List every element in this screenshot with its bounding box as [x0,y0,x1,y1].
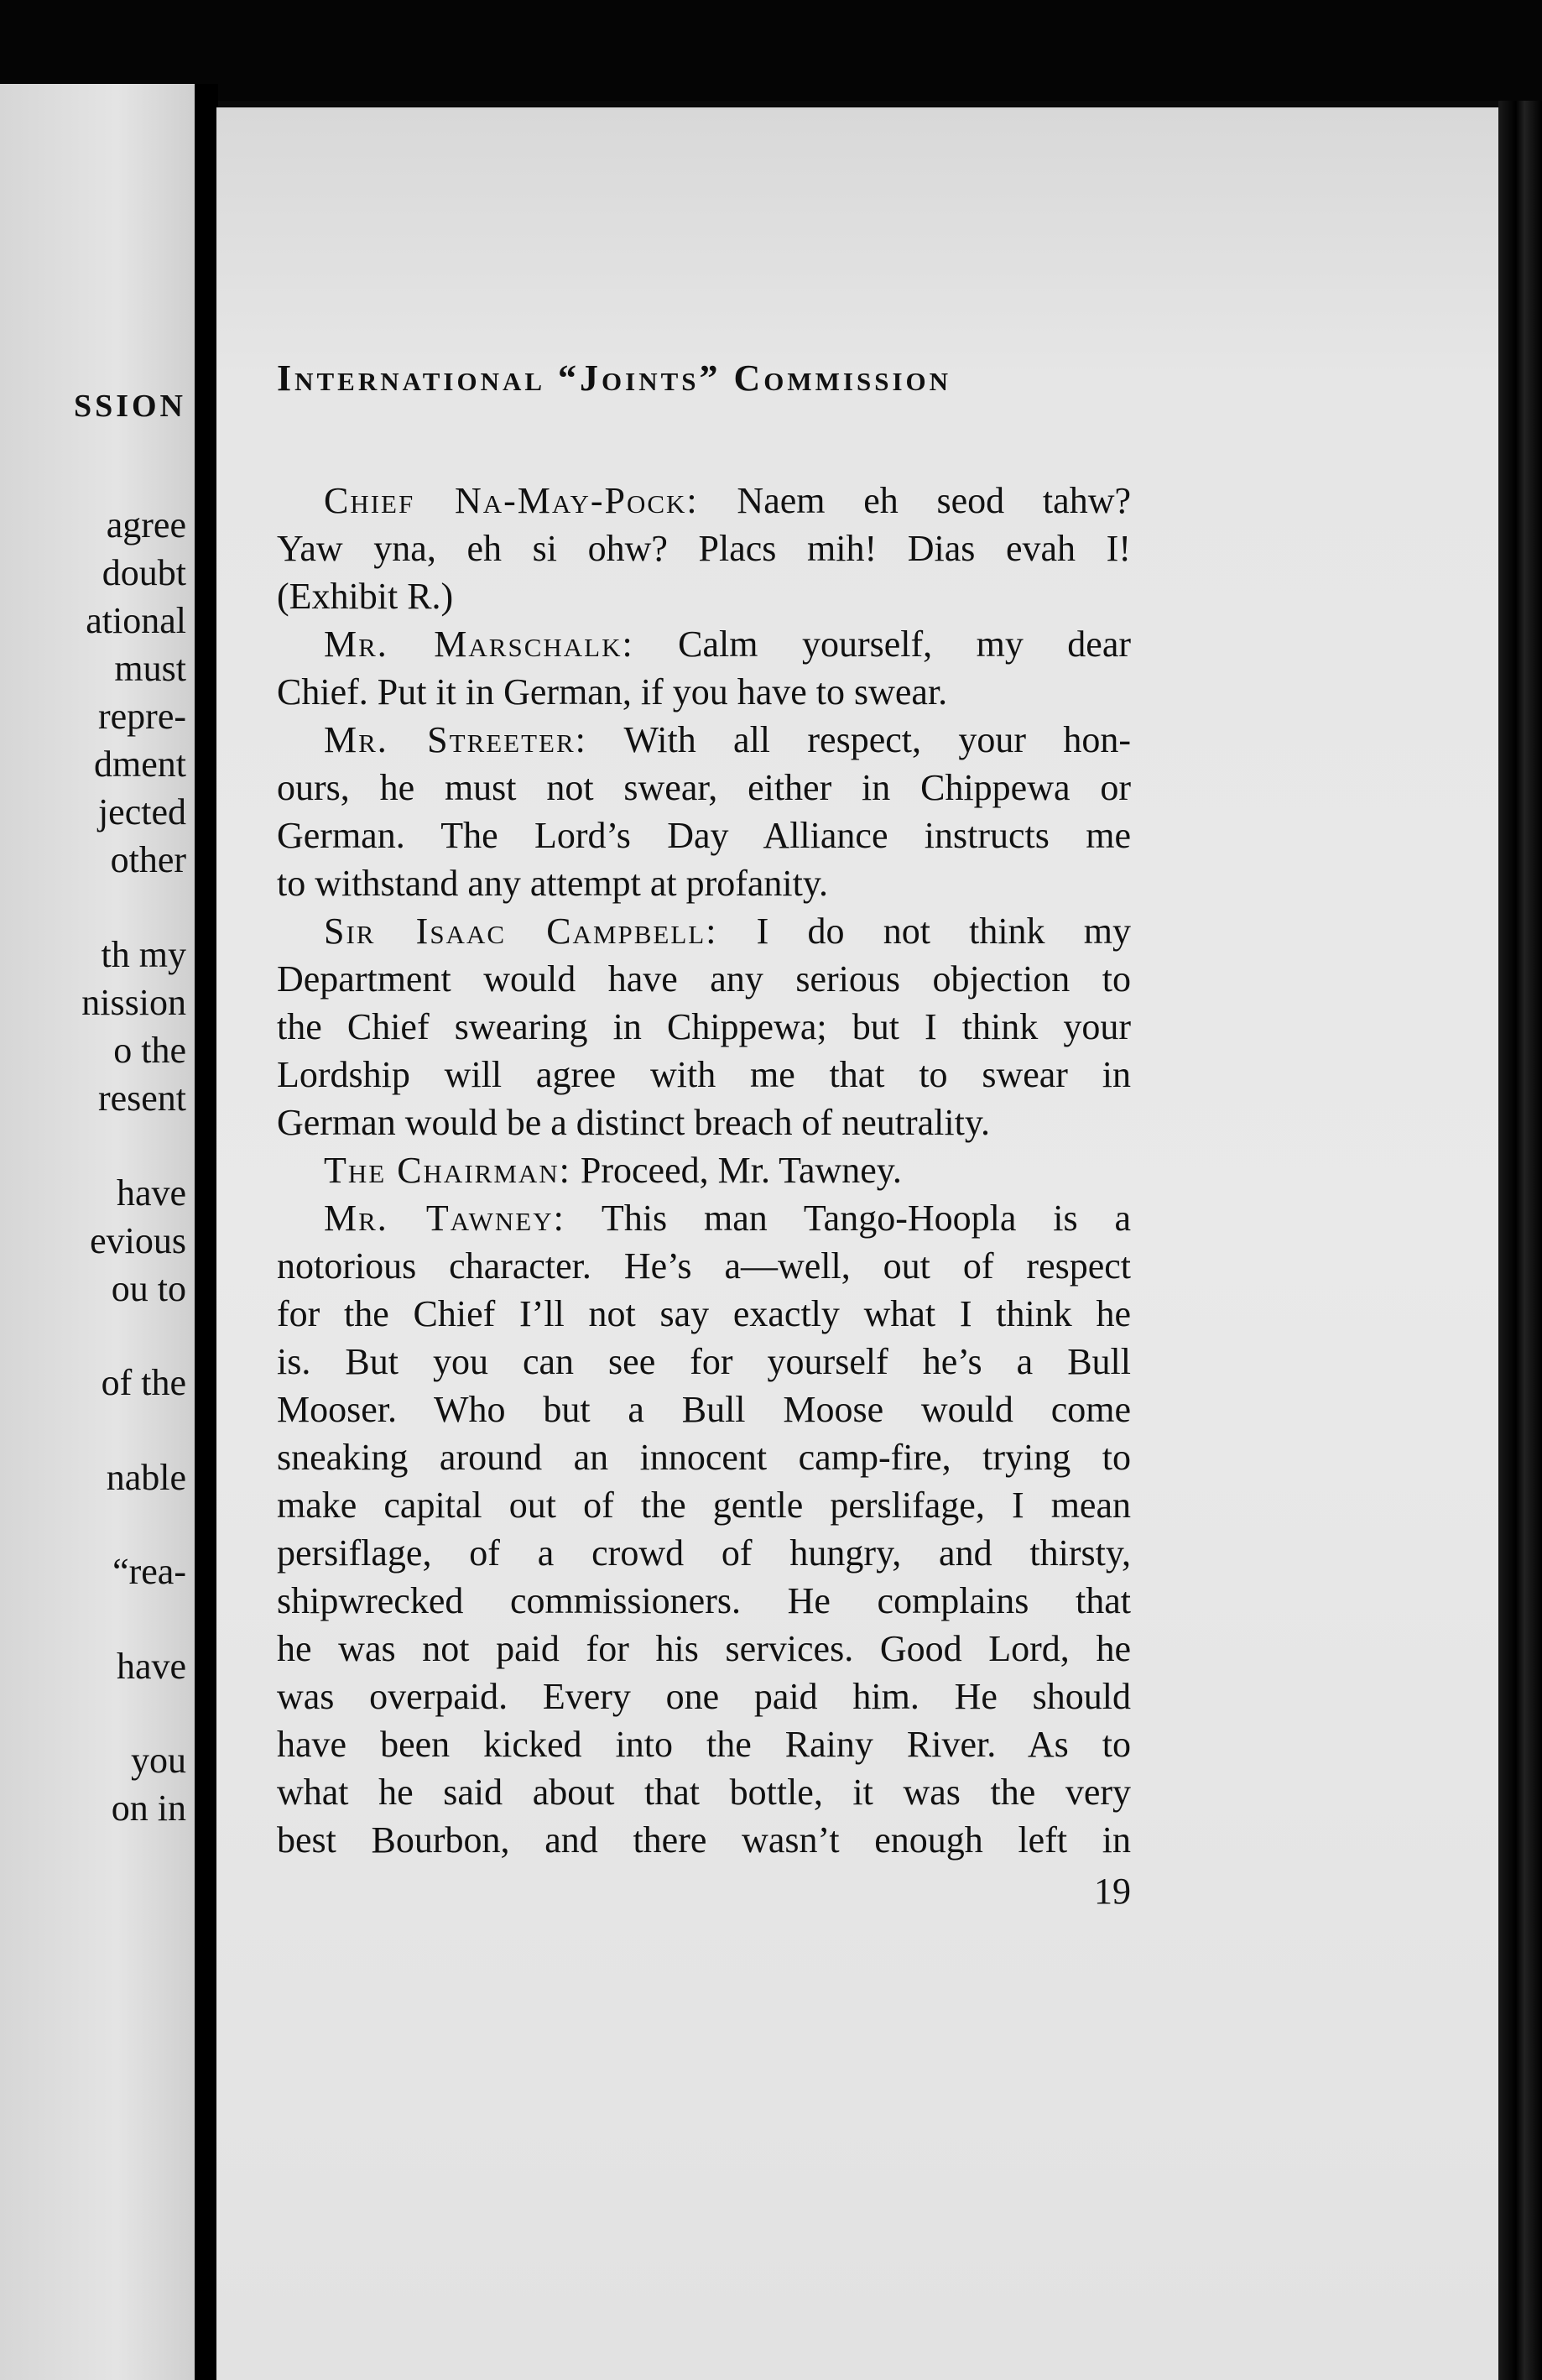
line-text: is. But you can see for yourself he’s a Bull [277,1341,1131,1382]
text-line [277,1290,1131,1338]
line-text: to withstand any attempt at profanity. [277,863,828,904]
text-line [277,859,1131,907]
line-text: was overpaid. Every one paid him. He should [277,1676,1131,1717]
left-page-running-head: SSION [73,389,186,424]
text-line [277,668,1131,716]
text-line [277,1003,1131,1051]
text-line [277,812,1131,859]
text-line [277,1099,1131,1146]
left-page-line: have [116,1172,186,1213]
left-page-line: have [116,1646,186,1687]
scan-top-border [0,0,1542,101]
text-line [277,1051,1131,1099]
line-text: persiflage, of a crowd of hungry, and thirsty, [277,1532,1131,1574]
left-page-line: on in [111,1788,186,1829]
line-text: Naem eh seod tahw? [698,480,1131,521]
line-text: German would be a distinct breach of neutrality. [277,1102,990,1143]
text-line [277,1481,1131,1529]
line-text: what he said about that bottle, it was the very [277,1772,1131,1813]
text-line [277,764,1131,812]
text-line [277,1433,1131,1481]
text-line [277,1768,1131,1816]
line-text: (Exhibit R.) [277,576,454,617]
scan-right-border [1498,101,1542,2380]
facing-page-left [0,84,195,2380]
line-text: for the Chief I’ll not say exactly what I think he [277,1293,1131,1334]
line-text: Calm yourself, my dear [633,624,1131,665]
line-text: Chief. Put it in German, if you have to swear. [277,671,948,712]
text-line [277,1194,1131,1242]
speaker-name: Sir Isaac Campbell: [324,911,718,952]
left-page-line: other [110,839,186,880]
text-line [277,1816,1131,1864]
line-text: Yaw yna, eh si ohw? Placs mih! Dias evah I! [277,528,1131,569]
left-page-line: ou to [111,1268,186,1309]
text-line [277,525,1131,572]
left-page-line: ational [86,600,186,641]
line-text: I do not think my [717,911,1131,952]
left-page-line: you [131,1740,186,1781]
left-page-line: doubt [102,552,186,593]
left-page-line: th my [101,934,186,975]
text-line [277,716,1131,764]
line-text: German. The Lord’s Day Alliance instructs me [277,815,1131,856]
text-line [277,1338,1131,1386]
line-text: notorious character. He’s a—well, out of respect [277,1245,1131,1287]
speaker-name: Mr. Tawney: [324,1198,565,1239]
left-page-line: must [114,648,186,689]
page-body-text [277,477,1131,1864]
text-line [277,1577,1131,1625]
speaker-name: The Chairman: [324,1150,571,1191]
text-line [277,572,1131,620]
line-text: the Chief swearing in Chippewa; but I think your [277,1006,1131,1047]
line-text: sneaking around an innocent camp-fire, trying to [277,1437,1131,1478]
text-line [277,1673,1131,1720]
book-gutter [195,84,218,2380]
left-page-line: “rea- [112,1551,186,1592]
text-line [277,1625,1131,1673]
left-page-line: nission [81,982,186,1023]
running-head: International “Joints” Commission [277,358,952,399]
left-page-line: nable [106,1457,186,1498]
speaker-name: Mr. Marschalk: [324,624,634,665]
line-text: This man Tango-Hoopla is a [565,1198,1131,1239]
line-text: Lordship will agree with me that to swear in [277,1054,1131,1095]
text-line [277,1720,1131,1768]
line-text: Mooser. Who but a Bull Moose would come [277,1389,1131,1430]
left-page-line: o the [113,1030,186,1071]
left-page-line: dment [94,744,186,785]
page-number: 19 [1094,1871,1131,1912]
text-line [277,907,1131,955]
text-line [277,1386,1131,1433]
left-page-line: evious [90,1220,186,1261]
line-text: Proceed, Mr. Tawney. [570,1150,902,1191]
left-page-line: repre- [97,696,186,737]
left-page-line: resent [97,1078,186,1119]
text-line [277,620,1131,668]
line-text: Department would have any serious objection to [277,958,1131,999]
line-text: shipwrecked commissioners. He complains that [277,1580,1131,1621]
line-text: With all respect, your hon- [586,719,1131,760]
text-line [277,955,1131,1003]
speaker-name: Chief Na-May-Pock: [324,480,699,521]
text-line [277,477,1131,525]
line-text: make capital out of the gentle perslifage, I mean [277,1485,1131,1526]
speaker-name: Mr. Streeter: [324,719,587,760]
line-text: he was not paid for his services. Good Lord, he [277,1628,1131,1669]
left-page-line: agree [106,504,186,545]
left-page-line: jected [97,791,186,832]
left-page-line: of the [101,1362,186,1403]
line-text: have been kicked into the Rainy River. As to [277,1724,1131,1765]
text-line [277,1146,1131,1194]
line-text: best Bourbon, and there wasn’t enough left in [277,1819,1131,1861]
text-line [277,1529,1131,1577]
text-line [277,1242,1131,1290]
line-text: ours, he must not swear, either in Chippewa or [277,767,1131,808]
